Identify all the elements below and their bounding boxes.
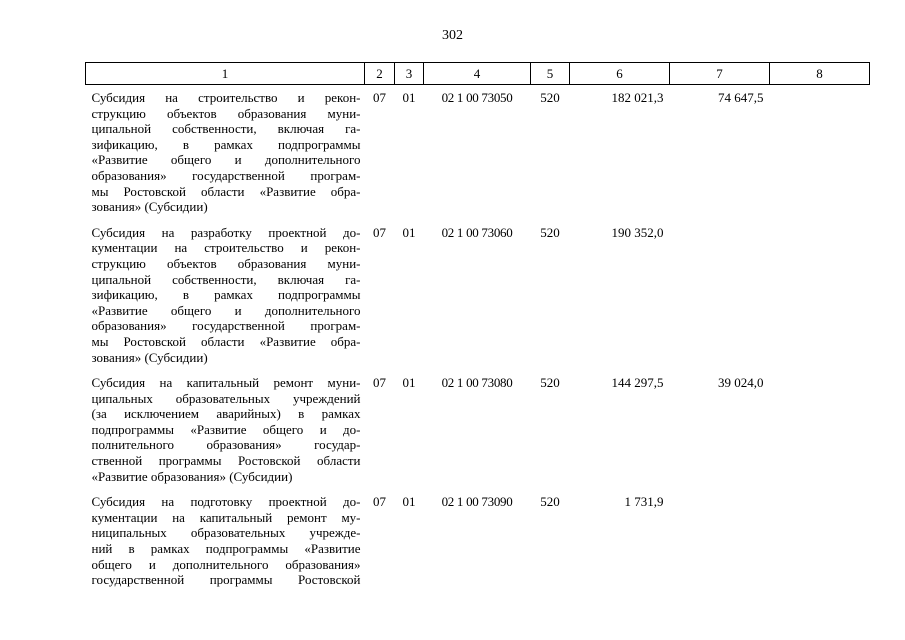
row-name-line: «Развитие общего и дополнительного (91, 152, 361, 168)
row-sum-col6: 190 352,0 (611, 224, 664, 240)
row-name-line: Субсидия на строительство и рекон- (91, 90, 361, 105)
row-name-line: зификацию, в рамках подпрограммы (91, 136, 361, 152)
row-name-line: образования» государственной програм- (91, 318, 361, 334)
row-sum-col7 (670, 225, 770, 375)
row-sum-col8 (770, 494, 870, 598)
row-sum-col7: 74 647,5 (718, 90, 764, 105)
row-sum-col8 (770, 375, 870, 494)
row-name-line: кументации на капитальный ремонт му- (91, 509, 361, 525)
row-name-line: зификацию, в рамках подпрограммы (91, 287, 361, 303)
row-name-line: мы Ростовской области «Развитие обра- (91, 333, 361, 349)
row-target-code: 02 1 00 73080 (441, 375, 513, 391)
col-header-1: 1 (86, 63, 365, 85)
row-name-line: ципальной собственности, включая га- (91, 121, 361, 137)
row-name (86, 375, 365, 494)
row-subsection: 01 (402, 375, 416, 391)
row-subsection: 01 (402, 224, 416, 240)
col-header-8: 8 (770, 63, 870, 85)
row-name (86, 494, 365, 598)
row-name-line: Субсидия на капитальный ремонт муни- (91, 375, 361, 391)
row-expense-type: 520 (540, 224, 560, 240)
col-header-7: 7 (670, 63, 770, 85)
col-header-3: 3 (395, 63, 424, 85)
row-name-line: мы Ростовской области «Развитие обра- (91, 183, 361, 199)
table-row (86, 494, 870, 598)
row-section: 07 (373, 224, 386, 240)
col-header-5: 5 (531, 63, 570, 85)
row-name-line: Субсидия на разработку проектной до- (91, 224, 361, 240)
row-sum-col7: 39 024,0 (718, 375, 764, 391)
column-number-header (86, 63, 870, 85)
row-sum-col6: 1 731,9 (624, 494, 664, 510)
table-row (86, 225, 870, 375)
row-sum-col6: 144 297,5 (611, 375, 664, 391)
row-name-line: зования» (Субсидии) (91, 199, 208, 215)
row-section: 07 (373, 90, 386, 105)
row-target-code: 02 1 00 73060 (441, 224, 513, 240)
col-header-2: 2 (365, 63, 395, 85)
row-target-code: 02 1 00 73090 (441, 494, 513, 510)
row-name-line: (за исключением аварийных) в рамках (91, 406, 361, 422)
row-expense-type: 520 (540, 90, 560, 105)
row-name-line: государственной программы Ростовской (91, 572, 361, 588)
col-header-6: 6 (570, 63, 670, 85)
row-expense-type: 520 (540, 494, 560, 510)
row-name-line: ниципальных образовательных учрежде- (91, 525, 361, 541)
row-sum-col8 (770, 85, 870, 225)
row-subsection: 01 (402, 494, 416, 510)
row-section: 07 (373, 494, 386, 510)
row-name-line: подпрограммы «Развитие общего и до- (91, 421, 361, 437)
row-name (86, 225, 365, 375)
row-name-line: Субсидия на подготовку проектной до- (91, 494, 361, 510)
row-name-line: ний в рамках подпрограммы «Развитие (91, 541, 361, 557)
row-name-line: полнительного образования» государ- (91, 437, 361, 453)
table-row (86, 375, 870, 494)
row-section: 07 (373, 375, 386, 391)
row-sum-col7 (670, 494, 770, 598)
table-row (86, 85, 870, 225)
row-target-code: 02 1 00 73050 (441, 90, 513, 105)
row-sum-col8 (770, 225, 870, 375)
row-name-line: ственной программы Ростовской области (91, 453, 361, 469)
row-name-line: ципальной собственности, включая га- (91, 271, 361, 287)
row-sum-col6: 182 021,3 (611, 90, 664, 105)
row-name-line: струкцию объектов образования муни- (91, 105, 361, 121)
row-name-line: струкцию объектов образования муни- (91, 255, 361, 271)
row-name (86, 85, 365, 225)
row-name-line: «Развитие образования» (Субсидии) (91, 468, 293, 484)
row-name-line: общего и дополнительного образования» (91, 556, 361, 572)
row-name-line: зования» (Субсидии) (91, 349, 208, 365)
row-expense-type: 520 (540, 375, 560, 391)
row-name-line: ципальных образовательных учреждений (91, 390, 361, 406)
col-header-4: 4 (424, 63, 531, 85)
row-name-line: кументации на строительство и рекон- (91, 240, 361, 256)
row-subsection: 01 (402, 90, 416, 105)
page-number: 302 (442, 28, 463, 43)
row-name-line: «Развитие общего и дополнительного (91, 302, 361, 318)
row-name-line: образования» государственной програм- (91, 167, 361, 183)
budget-table (85, 62, 870, 598)
